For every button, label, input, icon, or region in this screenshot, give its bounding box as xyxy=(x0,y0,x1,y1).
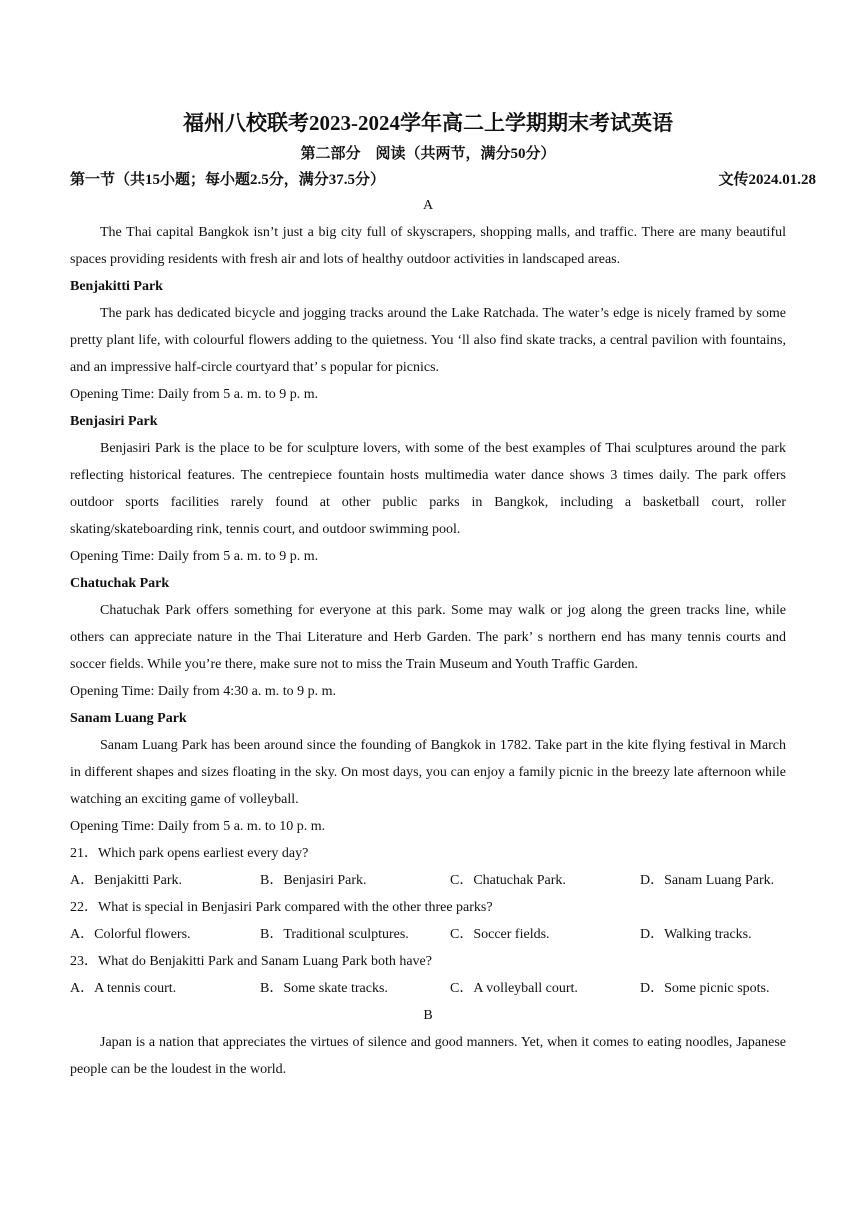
section-heading-row xyxy=(70,168,816,192)
option-a: A．A tennis court. xyxy=(70,981,177,996)
option-b: B．Traditional sculptures. xyxy=(260,927,409,942)
park-name: Benjasiri Park xyxy=(70,414,158,429)
option-a: A．Benjakitti Park. xyxy=(70,873,182,888)
option-d: D．Sanam Luang Park. xyxy=(640,873,775,888)
option-a: A．Colorful flowers. xyxy=(70,927,191,942)
option-d: D．Some picnic spots. xyxy=(640,981,770,996)
part-heading: 第二部分 阅读（共两节，满分50分） xyxy=(300,146,556,162)
upload-date: 文传2024.01.28 xyxy=(718,172,816,188)
option-b: B．Benjasiri Park. xyxy=(260,873,367,888)
passage-b-letter: B xyxy=(423,1008,433,1023)
park-hours: Opening Time: Daily from 5 a. m. to 9 p. m. xyxy=(70,387,319,402)
park-benjasiri xyxy=(70,408,786,570)
passage-a-letter: A xyxy=(422,198,434,213)
park-hours: Opening Time: Daily from 5 a. m. to 9 p. m. xyxy=(70,549,319,564)
park-hours: Opening Time: Daily from 4:30 a. m. to 9 p. m. xyxy=(70,684,336,699)
question-stem: 23．What do Benjakitti Park and Sanam Luang Park both have? xyxy=(70,954,432,969)
park-description: The park has dedicated bicycle and jogging tracks around the Lake Ratchada. The water’s edge is nicely framed by some pretty plant life, with colourful flowers adding to the quietness. You ‘ll also find skate tracks, a central pavilion with fountains, and an impressive half-circle courtyard that’ s popular for picnics. xyxy=(70,306,786,375)
question-22 xyxy=(70,894,786,948)
question-21 xyxy=(70,840,786,894)
park-hours: Opening Time: Daily from 5 a. m. to 10 p. m. xyxy=(70,819,326,834)
option-b: B．Some skate tracks. xyxy=(260,981,388,996)
question-23 xyxy=(70,948,786,1002)
section-heading: 第一节（共15小题；每小题2.5分，满分37.5分） xyxy=(70,172,386,188)
answer-options xyxy=(70,921,800,948)
exam-page xyxy=(70,108,816,1083)
answer-options xyxy=(70,867,800,894)
option-c: C．Soccer fields. xyxy=(450,927,550,942)
question-stem: 21．Which park opens earliest every day? xyxy=(70,846,309,861)
park-description: Chatuchak Park offers something for everyone at this park. Some may walk or jog along the green tracks line, while others can appreciate nature in the Thai Literature and Herb Garden. The park’ s northern end has many tennis courts and soccer fields. While you’re there, make sure not to miss the Train Museum and Youth Traffic Garden. xyxy=(70,603,786,672)
answer-options xyxy=(70,975,800,1002)
park-description: Sanam Luang Park has been around since the founding of Bangkok in 1782. Take part in the kite flying festival in March in different shapes and sizes floating in the sky. On most days, you can enjoy a family picnic in the breezy late afternoon while watching an exciting game of volleyball. xyxy=(70,738,786,807)
park-sanam-luang xyxy=(70,705,786,840)
park-benjakitti xyxy=(70,273,786,408)
park-chatuchak xyxy=(70,570,786,705)
option-c: C．A volleyball court. xyxy=(450,981,578,996)
park-name: Benjakitti Park xyxy=(70,279,163,294)
passage-a-intro: The Thai capital Bangkok isn’t just a big city full of skyscrapers, shopping malls, and traffic. There are many beautiful spaces providing residents with fresh air and lots of healthy outdoor activities in landscaped areas. xyxy=(70,225,786,267)
park-description: Benjasiri Park is the place to be for sculpture lovers, with some of the best examples of Thai sculptures around the park reflecting historical features. The centrepiece fountain hosts multimedia water dance shows 3 times daily. The park offers outdoor sports facilities rarely found at other public parks in Bangkok, including a basketball court, roller skating/skateboarding rink, tennis court, and outdoor swimming pool. xyxy=(70,441,786,537)
option-d: D．Walking tracks. xyxy=(640,927,752,942)
option-c: C．Chatuchak Park. xyxy=(450,873,566,888)
park-name: Chatuchak Park xyxy=(70,576,170,591)
question-stem: 22．What is special in Benjasiri Park compared with the other three parks? xyxy=(70,900,493,915)
exam-title: 福州八校联考2023-2024学年高二上学期期末考试英语 xyxy=(183,111,673,135)
park-name: Sanam Luang Park xyxy=(70,711,187,726)
passage-b-intro: Japan is a nation that appreciates the virtues of silence and good manners. Yet, when it comes to eating noodles, Japanese people can be the loudest in the world. xyxy=(70,1035,786,1077)
